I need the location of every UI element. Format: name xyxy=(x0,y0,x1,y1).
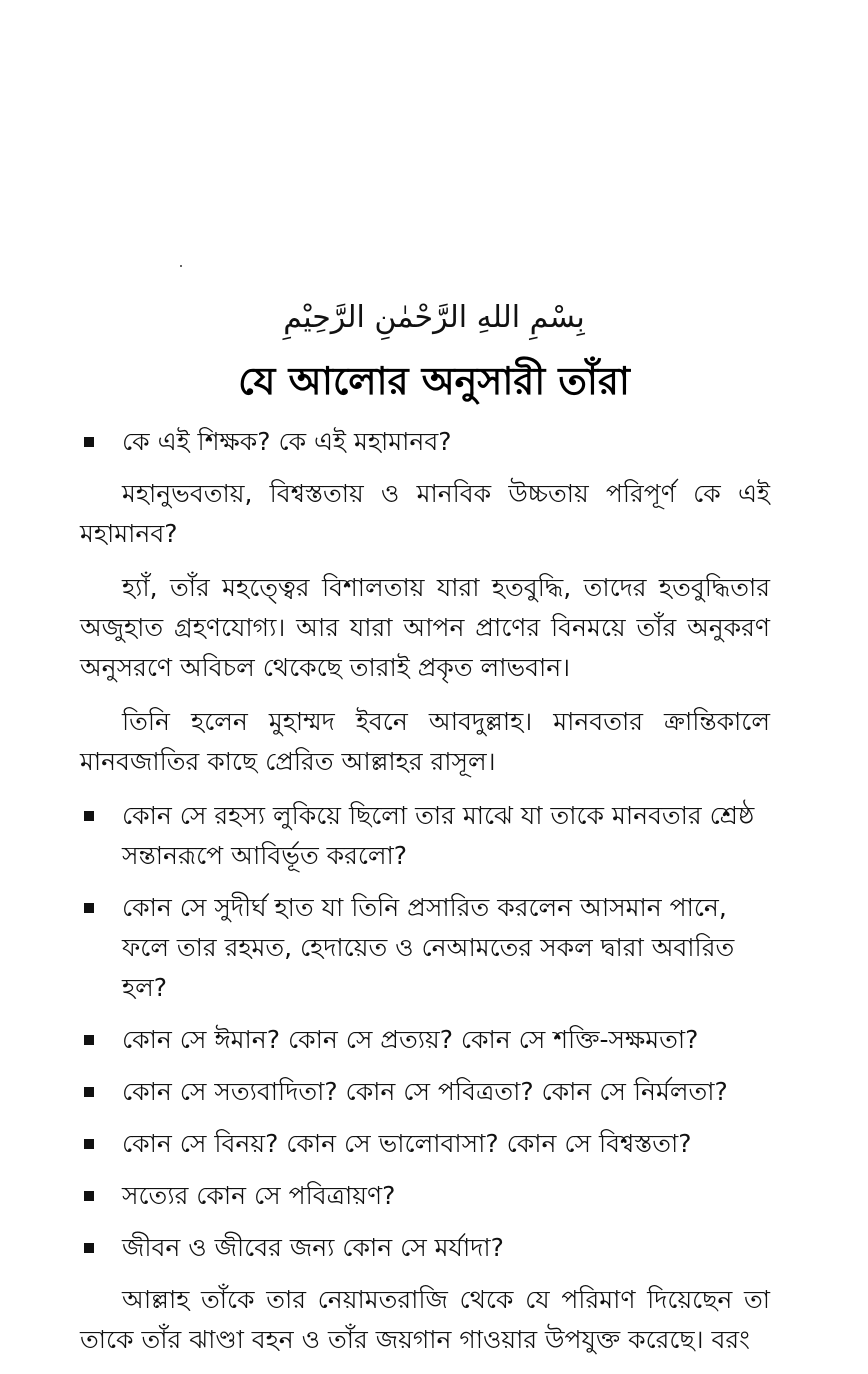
print-speck xyxy=(180,265,182,267)
paragraph: তিনি হলেন মুহাম্মদ ইবনে আবদুল্লাহ। মানবতার ক্রান্তিকালে মানবজাতির কাছে প্রেরিত আল্লাহর রাসূল। xyxy=(80,707,770,776)
bullet-text: কোন সে রহস্য লুকিয়ে ছিলো তার মাঝে যা তাকে মানবতার শ্রেষ্ঠ সন্তানরূপে আবির্ভূত করলো? xyxy=(122,801,755,870)
paragraph: হ্যাঁ, তাঁর মহত্ত্বের বিশালতায় যারা হতবুদ্ধি, তাদের হতবুদ্ধিতার অজুহাত গ্রহণযোগ্য। আর যারা আপন প্রাণের বিনময়ে তাঁর অনুকরণ অনুসরণে অবিচল থেকেছে তারাই প্রকৃত লাভবান। xyxy=(80,573,770,682)
bullet-item xyxy=(80,1228,770,1268)
bullet-square-icon xyxy=(84,1139,94,1149)
bullet-text: কোন সে বিনয়? কোন সে ভালোবাসা? কোন সে বিশ্বস্ততা? xyxy=(122,1129,692,1158)
bullet-text: জীবন ও জীবের জন্য কোন সে মর্যাদা? xyxy=(122,1233,504,1262)
bullet-square-icon xyxy=(84,437,94,447)
bullet-text: কোন সে ঈমান? কোন সে প্রত্যয়? কোন সে শক্তি-সক্ষমতা? xyxy=(122,1025,699,1054)
bullet-square-icon xyxy=(84,811,94,821)
bullet-square-icon xyxy=(84,903,94,913)
bullet-item xyxy=(80,888,770,1008)
bullet-text: সত্যের কোন সে পবিত্রায়ণ? xyxy=(122,1181,396,1210)
bullet-text: কে এই শিক্ষক? কে এই মহামানব? xyxy=(122,427,452,456)
bullet-item xyxy=(80,422,770,462)
paragraph: আল্লাহ তাঁকে তার নেয়ামতরাজি থেকে যে পরিমাণ দিয়েছেন তা তাকে তাঁর ঝাণ্ডা বহন ও তাঁর জয়গান গাওয়ার উপযুক্ত করেছে। বরং xyxy=(80,1285,770,1354)
bullet-item xyxy=(80,796,770,876)
bullet-item xyxy=(80,1124,770,1164)
bullet-text: কোন সে সত্যবাদিতা? কোন সে পবিত্রতা? কোন সে নির্মলতা? xyxy=(122,1077,728,1106)
bullet-item xyxy=(80,1072,770,1112)
bullet-item xyxy=(80,1176,770,1216)
page-body xyxy=(80,422,770,1374)
bullet-text: কোন সে সুদীর্ঘ হাত যা তিনি প্রসারিত করলেন আসমান পানে, ফলে তার রহমত, হেদায়েত ও নেআমতের সকল দ্বারা অবারিত হল? xyxy=(122,893,735,1002)
bullet-item xyxy=(80,1020,770,1060)
bullet-square-icon xyxy=(84,1087,94,1097)
bismillah-heading: بِسْمِ اللهِ الرَّحْمٰنِ الرَّحِيْمِ xyxy=(283,300,585,335)
bullet-square-icon xyxy=(84,1035,94,1045)
chapter-title: যে আলোর অনুসারী তাঁরা xyxy=(238,359,630,403)
bullet-square-icon xyxy=(84,1243,94,1253)
bullet-square-icon xyxy=(84,1191,94,1201)
paragraph: মহানুভবতায়, বিশ্বস্ততায় ও মানবিক উচ্চতায় পরিপূর্ণ কে এই মহামানব? xyxy=(80,479,770,548)
